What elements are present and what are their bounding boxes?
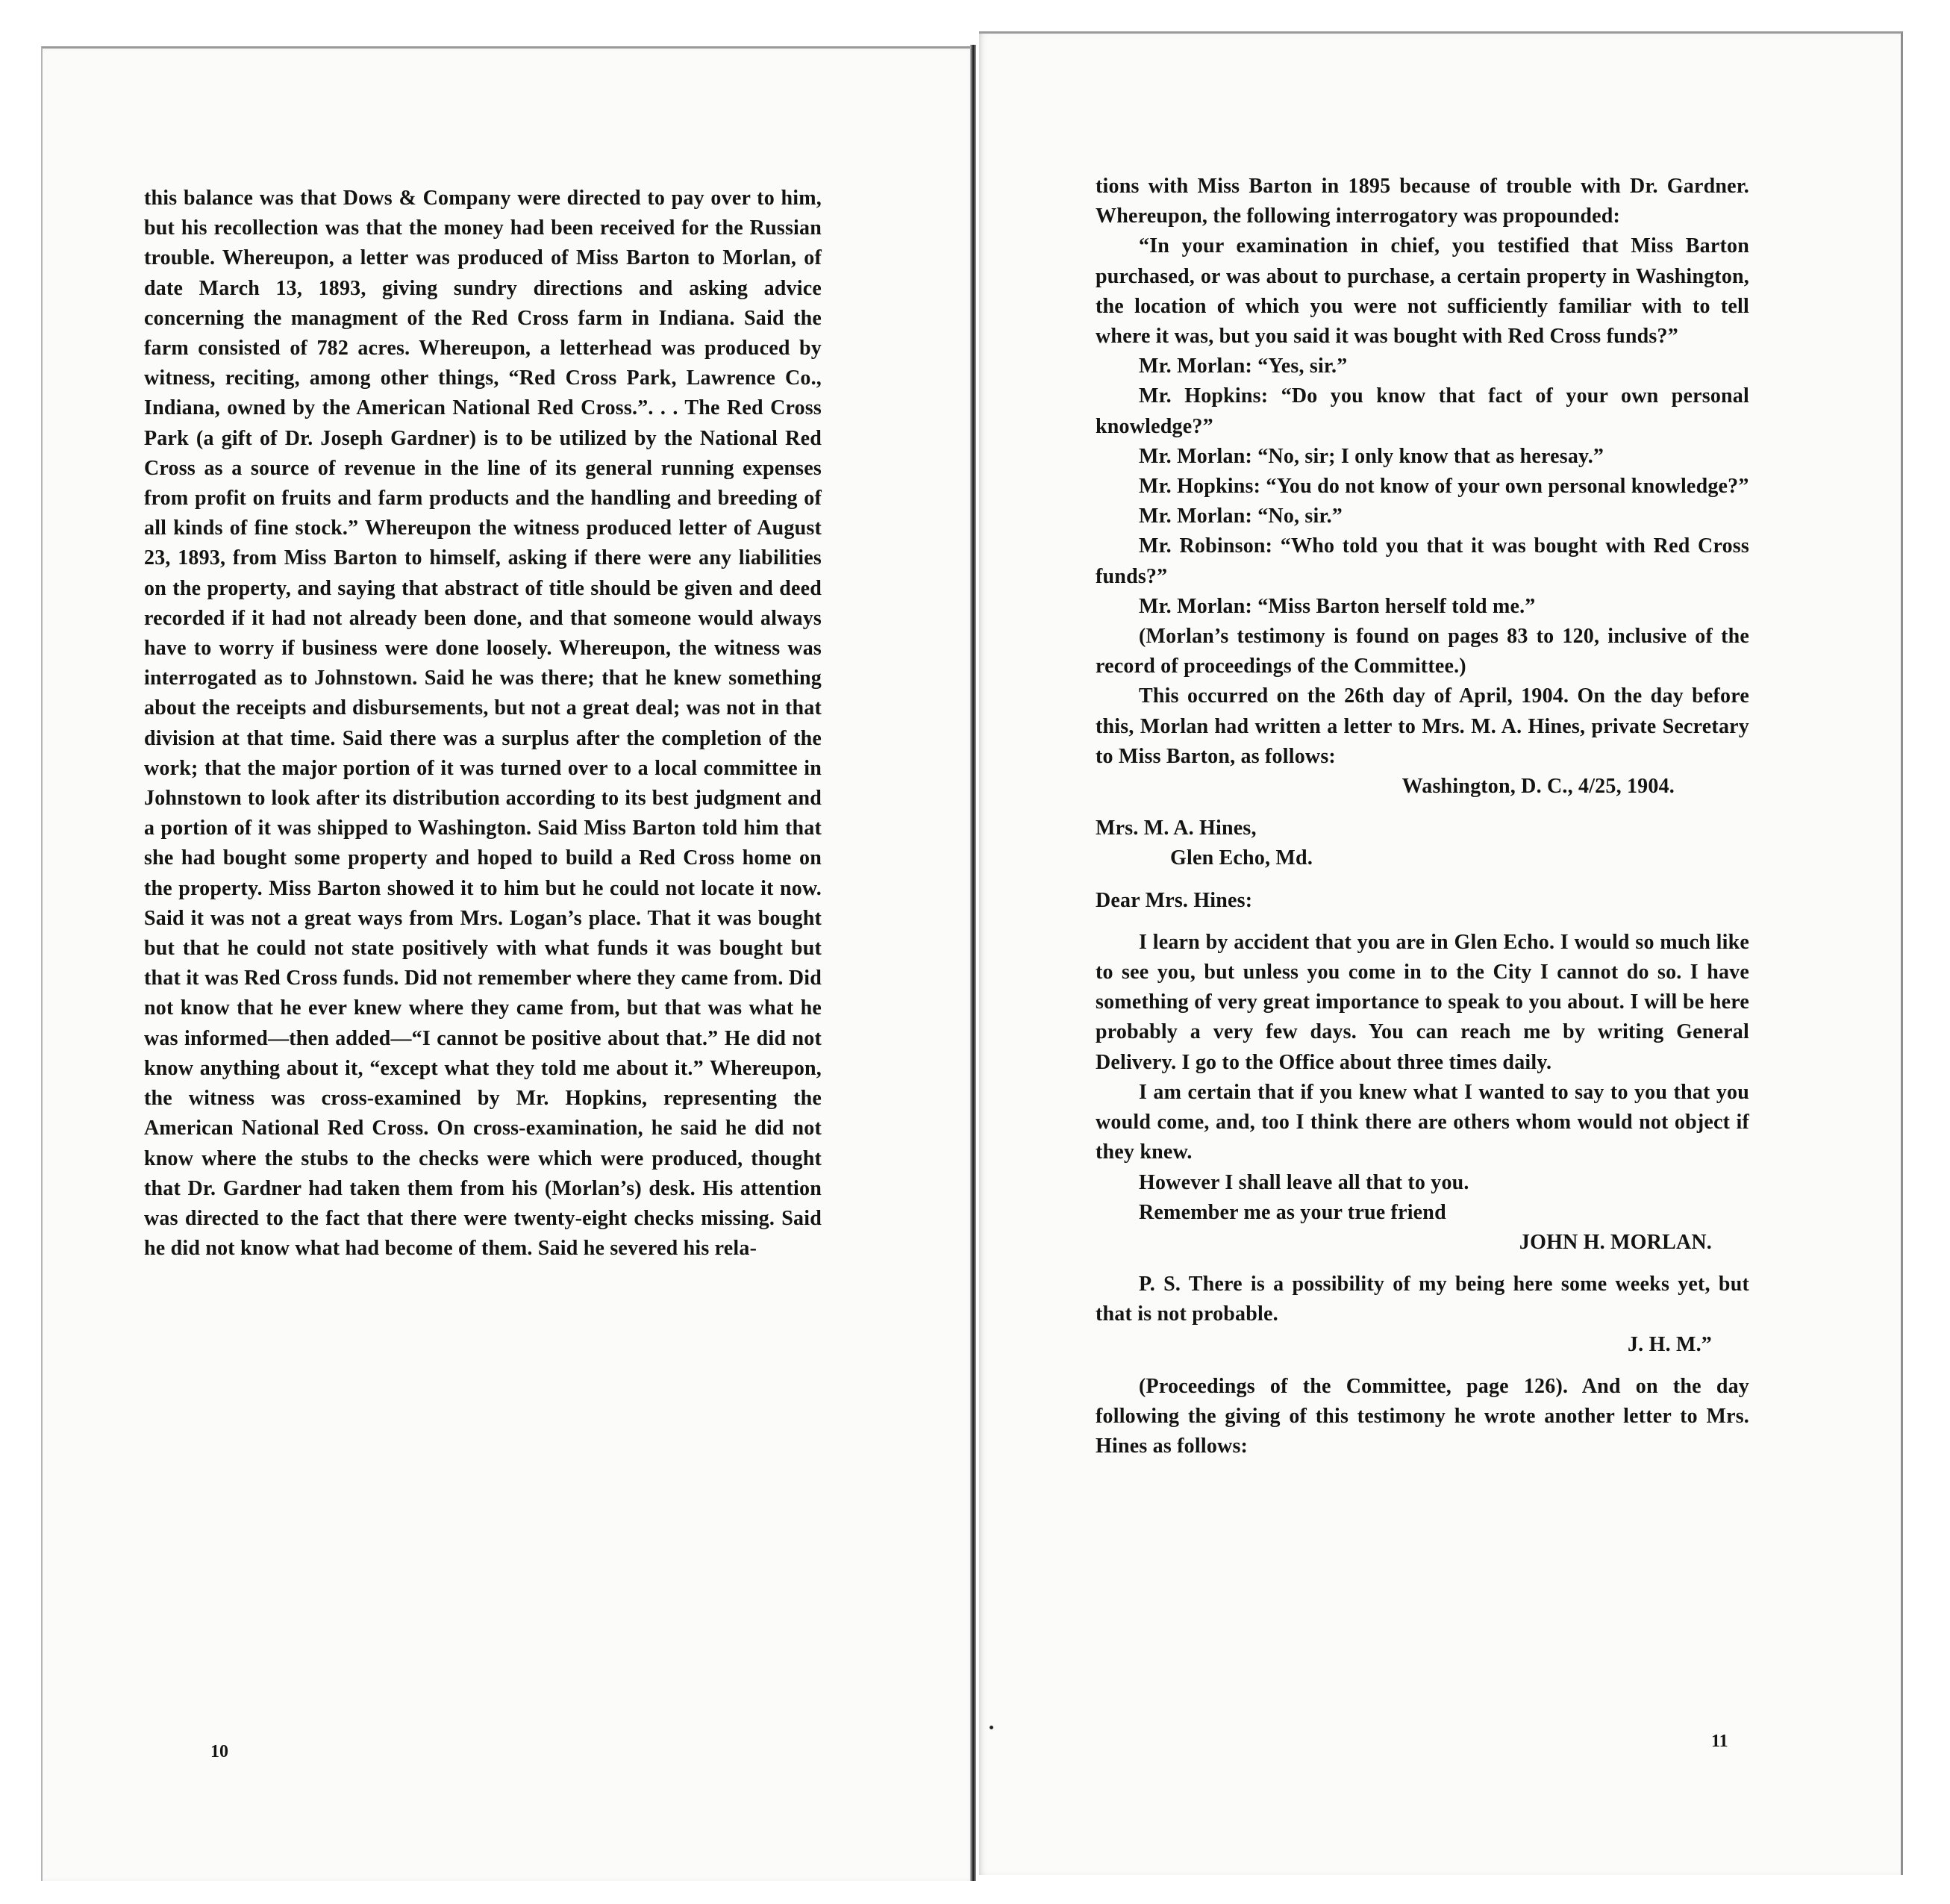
right-page-text xyxy=(1096,172,1749,1461)
dialogue-line: Mr. Hopkins: “You do not know of your own personal knowledge?” xyxy=(1139,475,1749,499)
testimony-reference: (Morlan’s testimony is found on pages 83 to 120, inclusive of the record of proceedings of the Committee.) xyxy=(1096,625,1749,678)
letter-body-paragraph: I learn by accident that you are in Glen Echo. I would so much like to see you, but unless you come in to the City I cannot do so. I have something of very great importance to speak to you about. I will be here probably a very few days. You can reach me by writing General Delivery. I go to the Office about three times daily. xyxy=(1096,930,1749,1074)
page-speck xyxy=(990,1726,993,1729)
letter-body-paragraph: Remember me as your true friend xyxy=(1139,1200,1446,1224)
letter-recipient-name: Mrs. M. A. Hines, xyxy=(1096,817,1257,840)
left-paragraph: this balance was that Dows & Company were directed to pay over to him, but his recollection was that the money had been received for the Russian trouble. Whereupon, a letter was produced of Miss Barton to Morlan, of date March 13, 1893, giving sundry directions and asking advice concerning the managment of the Red Cross farm in Indiana. Said the farm consisted of 782 acres. Whereupon, a letterhead was produced by witness, reciting, among other things, “Red Cross Park, Lawrence Co., Indiana, owned by the American National Red Cross.”. . . The Red Cross Park (a gift of Dr. Joseph Gardner) is to be utilized by the National Red Cross as a source of revenue in the line of its general running expenses from profit on fruits and farm products and the handling and breeding of all kinds of fine stock.” Whereupon the witness produced letter of August 23, 1893, from Miss Barton to himself, asking if there were any liabilities on the property, and saying that abstract of title should be given and deed recorded if it had not already been done, and that someone would always have to worry if business were done loosely. Whereupon, the witness was interrogated as to Johnstown. Said he was there; that he knew something about the receipts and disbursements, but not a great deal; was not in that division at that time. Said there was a surplus after the completion of the work; that the major portion of it was turned over to a local committee in Johnstown to look after its distribution according to its best judgment and a portion of it was shipped to Washington. Said Miss Barton told him that she had bought some property and hoped to build a Red Cross home on the property. Miss Barton showed it to him but he could not locate it now. Said it was not a great ways from Mrs. Logan’s place. That it was bought but that he could not state positively with what funds it was bought but that it was Red Cross funds. Did not remember where they came from. Did not know that he ever knew where they came from, but that was what he was informed—then added—“I cannot be positive about that.” He did not know anything about it, “except what they told me about it.” Whereupon, the witness was cross-examined by Mr. Hopkins, representing the American National Red Cross. On cross-examination, he said he did not know where the stubs to the checks were which were produced, thought that Dr. Gardner had taken them from his (Morlan’s) desk. His attention was directed to the fact that there were twenty-eight checks missing. Said he did not know what had become of them. Said he severed his rela- xyxy=(144,187,822,1261)
letter-dateline: Washington, D. C., 4/25, 1904. xyxy=(1401,775,1675,799)
narrative-paragraph: This occurred on the 26th day of April, 1904. On the day before this, Morlan had written a letter to Mrs. M. A. Hines, private Secretary to Miss Barton, as follows: xyxy=(1096,684,1749,768)
book-spine xyxy=(970,45,976,1881)
letter-body-paragraph: I am certain that if you knew what I wanted to say to you that you would come, and, too I think there are others whom would not object if they knew. xyxy=(1096,1080,1749,1164)
interrogatory-question: “In your examination in chief, you testified that Miss Barton purchased, or was about to purchase, a certain property in Washington, the location of which you were not sufficiently familiar with to tell where it was, but you said it was bought with Red Cross funds?” xyxy=(1096,234,1749,349)
letter-recipient-place: Glen Echo, Md. xyxy=(1170,846,1313,870)
dialogue-line: Mr. Hopkins: “Do you know that fact of your own personal knowledge?” xyxy=(1096,384,1749,438)
left-page-text xyxy=(144,184,822,1264)
dialogue-line: Mr. Morlan: “No, sir; I only know that as heresay.” xyxy=(1139,444,1604,468)
page-number-right: 11 xyxy=(1711,1732,1728,1751)
letter-postscript: P. S. There is a possibility of my being here some weeks yet, but that is not probable. xyxy=(1096,1273,1749,1326)
closing-paragraph: (Proceedings of the Committee, page 126). And on the day following the giving of this testimony he wrote another letter to Mrs. Hines as follows: xyxy=(1096,1374,1749,1458)
dialogue-line: Mr. Morlan: “Miss Barton herself told me.” xyxy=(1139,594,1536,618)
postscript-initials: J. H. M.” xyxy=(1627,1332,1712,1356)
letter-body-paragraph: However I shall leave all that to you. xyxy=(1139,1170,1469,1194)
page-number-left: 10 xyxy=(210,1742,228,1761)
dialogue-line: Mr. Robinson: “Who told you that it was bought with Red Cross funds?” xyxy=(1096,534,1749,588)
letter-signature: JOHN H. MORLAN. xyxy=(1519,1230,1712,1254)
letter-salutation: Dear Mrs. Hines: xyxy=(1096,888,1253,912)
lead-paragraph: tions with Miss Barton in 1895 because of trouble with Dr. Gardner. Whereupon, the following interrogatory was propounded: xyxy=(1096,175,1749,228)
dialogue-line: Mr. Morlan: “Yes, sir.” xyxy=(1139,355,1348,378)
dialogue-line: Mr. Morlan: “No, sir.” xyxy=(1139,505,1343,528)
